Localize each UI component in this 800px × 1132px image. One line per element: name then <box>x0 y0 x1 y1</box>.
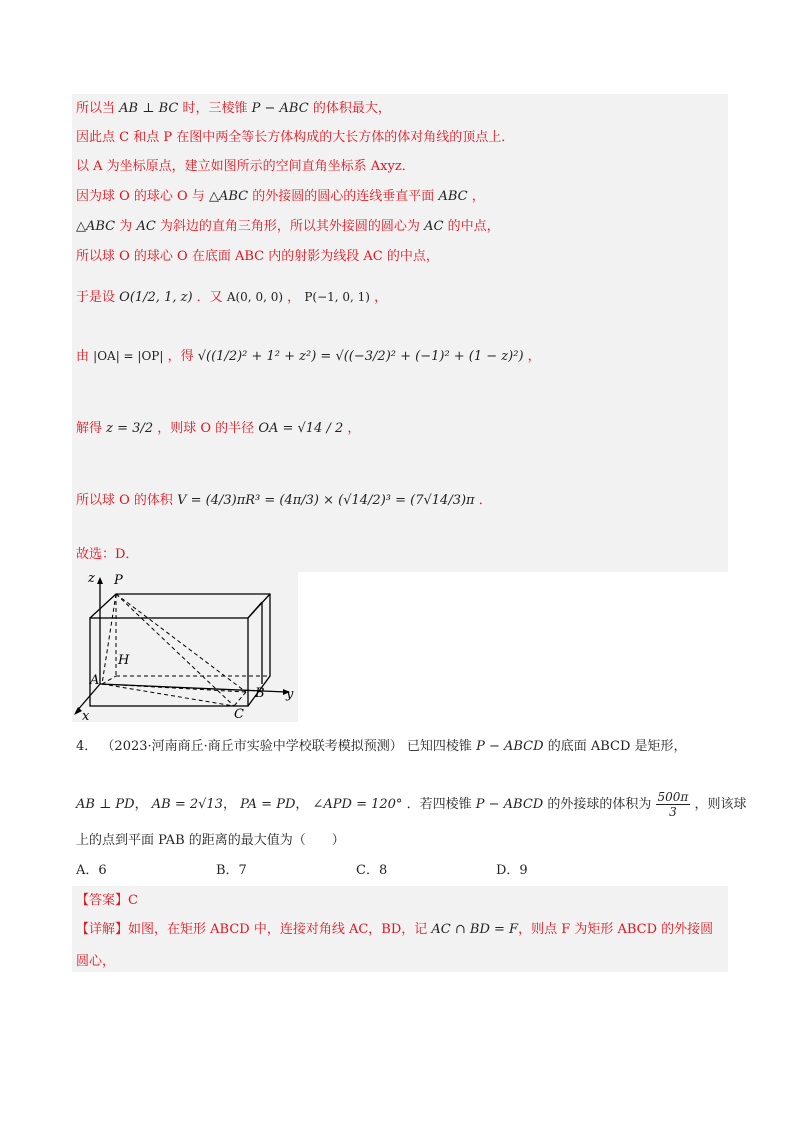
detail-line-1 <box>76 921 713 939</box>
option-c[interactable]: C．8 <box>356 863 388 878</box>
math: AC <box>136 219 156 234</box>
text: 所以球 O 的体积 <box>76 493 173 508</box>
math: △ABC <box>209 189 249 204</box>
math: AB = 2√13 <box>151 797 223 812</box>
question-line-1 <box>76 738 687 756</box>
math-equation: V = (4/3)πR³ = (4π/3) × (√14/2)³ = (7√14/3)π <box>177 493 475 508</box>
question-source: （2023·河南商丘·商丘市实验中学校联考模拟预测） <box>101 739 403 754</box>
text: ， <box>471 189 485 204</box>
math: O(1/2, 1, z) <box>119 290 193 305</box>
solution-line-6: 所以球 O 的球心 O 在底面 ABC 内的射影为线段 AC 的中点， <box>76 249 439 264</box>
text: 因为球 O 的球心 O 与 <box>76 189 205 204</box>
text: 的底面 ABCD 是矩形， <box>547 739 687 754</box>
math: AB ⊥ BC <box>119 101 179 116</box>
solution-line-10 <box>76 492 492 510</box>
math: PA = PD <box>240 797 296 812</box>
math: P − ABC <box>251 101 309 116</box>
text: ， <box>347 421 361 436</box>
math: z = 3/2 <box>106 421 154 436</box>
x-axis <box>76 684 100 712</box>
text: 的外接球的体积为 <box>547 797 652 812</box>
solution-line-3: 以 A 为坐标原点，建立如图所示的空间直角坐标系 Axyz． <box>76 159 415 174</box>
solution-line-4 <box>76 188 485 206</box>
question-line-3: 上的点到平面 PAB 的距离的最大值为（ ） <box>76 833 345 848</box>
math: P − ABCD <box>475 797 544 812</box>
math: ∠APD = 120° <box>312 797 403 812</box>
math: △ABC <box>76 219 116 234</box>
label-b: B <box>255 686 265 701</box>
label-p: P <box>114 573 123 588</box>
text: 为 <box>119 219 133 234</box>
text: 为斜边的直角三角形，所以其外接圆的圆心为 <box>159 219 420 234</box>
detail-label: 【详解】 <box>76 922 129 937</box>
text: 的外接圆的圆心的连线垂直平面 <box>252 189 435 204</box>
front-face <box>90 618 248 706</box>
answer-line <box>76 892 138 910</box>
math: ABC <box>438 189 468 204</box>
option-a[interactable]: A．6 <box>76 863 107 878</box>
answer-label: 【答案】 <box>76 893 129 908</box>
fraction-denominator: 3 <box>669 805 677 819</box>
text: 由 <box>76 349 90 364</box>
text: ．若四棱锥 <box>406 797 472 812</box>
solution-line-8 <box>76 347 541 366</box>
math: AC ∩ BD = F <box>431 922 519 937</box>
detail-line-2: 圆心， <box>76 954 116 969</box>
text: 的中点， <box>447 219 500 234</box>
solution-line-5 <box>76 218 500 236</box>
option-b[interactable]: B．7 <box>216 863 247 878</box>
back-edges <box>90 594 270 706</box>
option-d[interactable]: D．9 <box>496 863 528 878</box>
label-y: y <box>286 687 294 702</box>
question-line-2: AB ⊥ PD， AB = 2√13， PA = PD， ∠APD = 120° ．若四棱锥 P − ABCD 的外接球的体积为 $\frac{500\pi}{3}$ ，则该球 <box>76 790 747 819</box>
text: ， <box>527 349 541 364</box>
options-row <box>76 862 636 880</box>
text: 的体积最大， <box>312 101 391 116</box>
math: |OA| = |OP| <box>93 349 164 363</box>
solution-line-7 <box>76 288 387 307</box>
text: ，则该球 <box>694 797 747 812</box>
cuboid-diagram <box>72 572 298 722</box>
math: AB ⊥ PD <box>76 797 135 812</box>
x-arrow-icon <box>74 707 82 715</box>
label-h: H <box>118 653 130 668</box>
text: ，则球 O 的半径 <box>157 421 255 436</box>
text: 已知四棱锥 <box>406 739 472 754</box>
answer-value: C <box>128 893 138 908</box>
text: ， <box>374 290 388 305</box>
label-z: z <box>88 572 95 586</box>
text: ，则点 F 为矩形 ABCD 的外接圆 <box>518 922 714 937</box>
label-x: x <box>82 709 90 722</box>
math-equation: √((1/2)² + 1² + z²) = √((−3/2)² + (−1)² + (1 − z)²) <box>197 349 524 364</box>
text: ．又 <box>196 290 223 305</box>
math-equation: OA = √14 / 2 <box>258 421 344 436</box>
label-c: C <box>234 707 244 722</box>
solution-line-1 <box>76 100 391 118</box>
text: 于是设 <box>76 290 116 305</box>
text: ， <box>287 290 301 305</box>
label-a: A <box>90 673 100 688</box>
text: 时，三棱锥 <box>182 101 248 116</box>
math: A(0, 0, 0) <box>226 290 284 304</box>
text: ． <box>478 493 492 508</box>
z-arrow-icon <box>97 577 103 584</box>
text: 所以当 <box>76 101 116 116</box>
fraction-numerator: 500π <box>657 790 689 804</box>
math: AC <box>424 219 444 234</box>
math: P − ABCD <box>476 739 544 754</box>
question-number: 4． <box>76 739 98 754</box>
text: 如图，在矩形 ABCD 中，连接对角线 AC，BD，记 <box>128 922 428 937</box>
text: 解得 <box>76 421 103 436</box>
math: P(−1, 0, 1) <box>304 290 370 304</box>
geometry-figure <box>72 572 298 722</box>
solution-line-9 <box>76 420 360 438</box>
solution-line-2: 因此点 C 和点 P 在图中两全等长方体构成的大长方体的体对角线的顶点上． <box>76 130 515 145</box>
solution-line-11: 故选：D． <box>76 547 139 562</box>
text: ，得 <box>167 349 194 364</box>
volume-fraction <box>656 790 691 819</box>
